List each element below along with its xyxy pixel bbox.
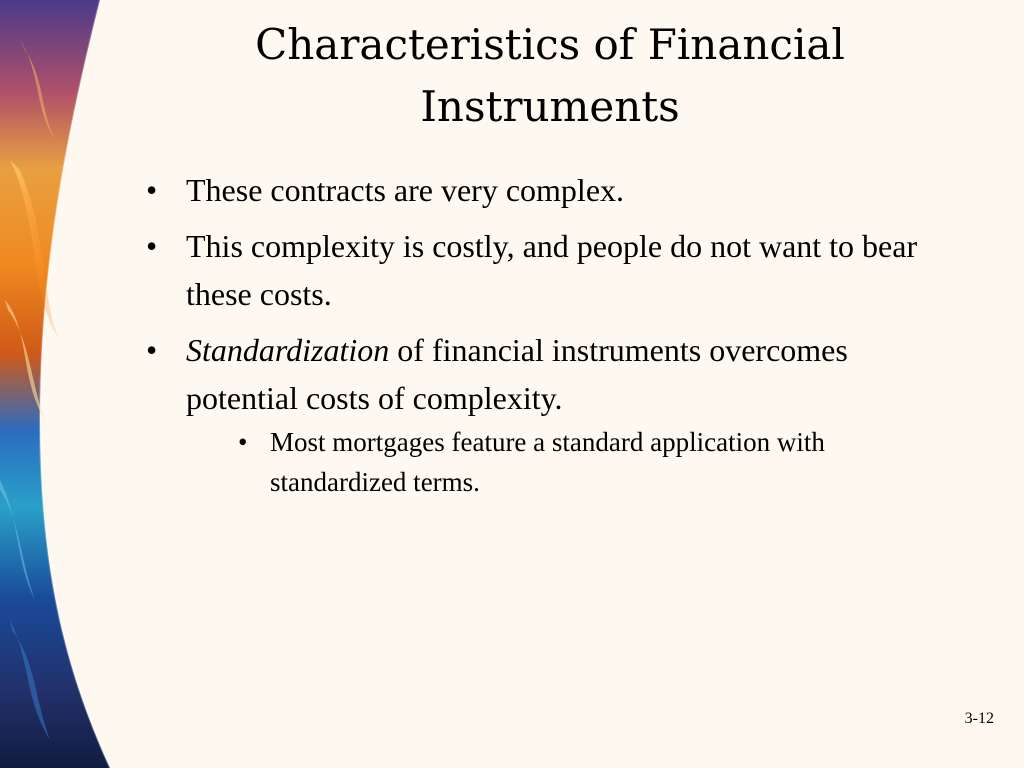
sub-bullet-text: Most mortgages feature a standard application with standardized terms.: [270, 427, 825, 497]
slide-number: 3-12: [964, 710, 994, 727]
bullet-icon: •: [146, 228, 158, 264]
sub-bullet-list: [186, 422, 946, 502]
bullet-icon: •: [146, 172, 158, 208]
bullet-text: These contracts are very complex.: [186, 172, 625, 208]
bullet-item: [146, 222, 946, 318]
bullet-item: [146, 166, 946, 214]
bullet-emphasis: Standardization: [186, 332, 390, 368]
bullet-icon: •: [238, 427, 248, 457]
slide-title: Characteristics of Financial Instruments: [255, 20, 845, 131]
decorative-painting: [0, 0, 160, 768]
bullet-icon: •: [146, 332, 158, 368]
bullet-text: of financial instruments overcomes potential costs of complexity.: [186, 332, 848, 416]
bullet-text: This complexity is costly, and people do not want to bear these costs.: [186, 228, 918, 312]
sub-bullet-item: [186, 422, 946, 502]
bullet-item: [146, 326, 946, 502]
bullet-list: [146, 166, 946, 510]
